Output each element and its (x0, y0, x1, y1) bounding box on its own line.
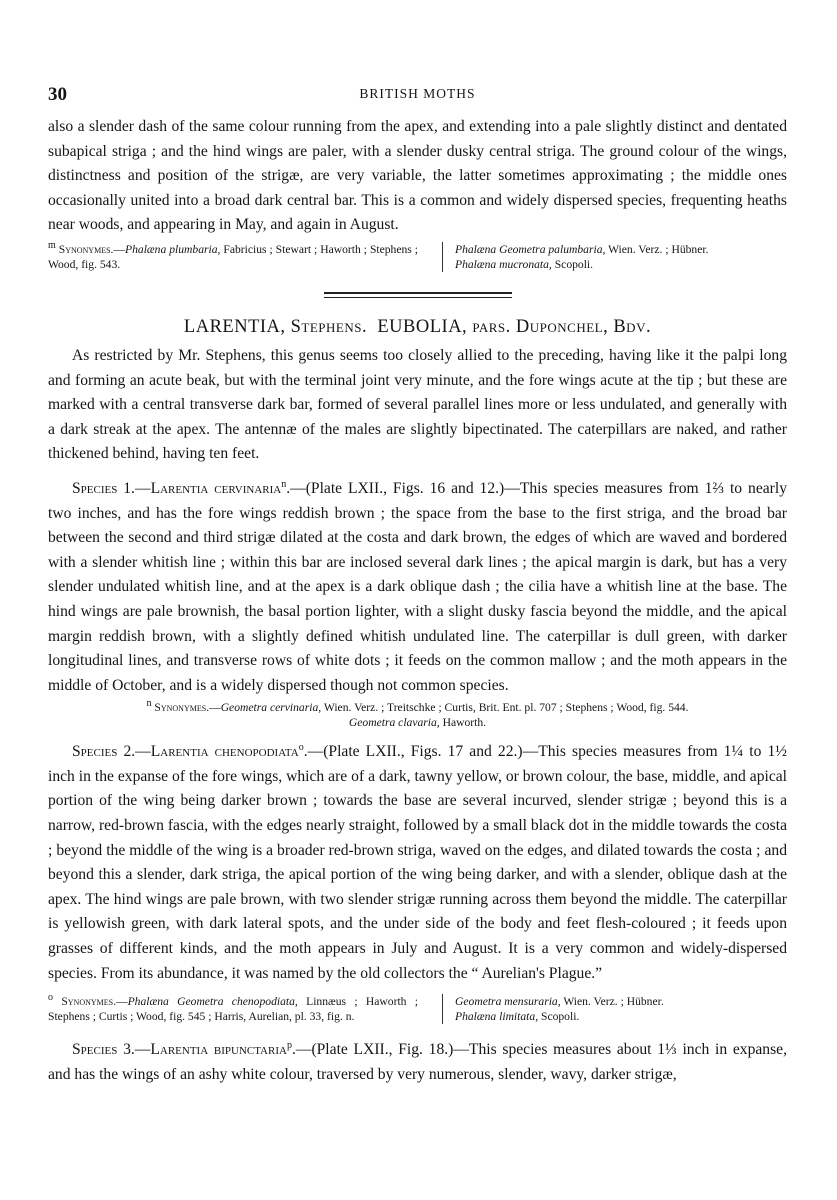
body-text (48, 115, 787, 1087)
species-label: Species 3.— (72, 1041, 151, 1059)
species-2-paragraph (48, 740, 787, 986)
alt-genus-author: Duponchel, Bdv. (515, 316, 652, 337)
footnote-name: Geometra clavaria, (348, 716, 440, 730)
footnote-text: Linnæus ; Haworth ; Stephens ; Curtis ; Wood, fig. 545 ; Harris, Aurelian, pl. 33, fig. n. (48, 995, 418, 1024)
species-label: Species 1.— (72, 479, 151, 497)
footnote-text: Wien. Verz. ; Hübner. (560, 995, 664, 1009)
intro-paragraph: also a slender dash of the same colour running from the apex, and extending into a pale slightly distinct and dentated subapical striga ; and the hind wings are paler, with a slender dusky central striga. The ground colour of the wings, distinctness and position of the strigæ, are very variable, the latter sometimes approximating ; the middle ones occasionally united into a broad dark central bar. This is a common and widely dispersed species, frequenting heaths near woods, and appearing in May, and again in August. (48, 118, 787, 234)
section-rule (324, 292, 512, 298)
footnote-name: Geometra cervinaria, (220, 701, 322, 715)
footnote-m-left: m Synonymes.—Phalæna plumbaria, Fabricius ; Stewart ; Haworth ; Stephens ; Wood, fig. 543. (48, 240, 418, 271)
footnote-marker: n (146, 698, 152, 710)
footnote-marker: o (48, 992, 53, 1004)
footnote-name: Phalæna mucronata, (455, 257, 552, 271)
species-label: Species 2.— (72, 743, 151, 761)
genus-name: LARENTIA, (183, 316, 286, 337)
footnote-text: Wien. Verz. ; Treitschke ; Curtis, Brit. Ent. pl. 707 ; Stephens ; Wood, fig. 544. (321, 701, 689, 715)
footnote-o-left: o Synonymes.—Phalæna Geometra chenopodiata, Linnæus ; Haworth ; Stephens ; Curtis ; Wood, fig. 545 ; Harris, Aurelian, pl. 33, fig. n. (48, 992, 418, 1024)
footnote-text: Scopoli. (538, 1010, 580, 1024)
footnote-o-right (455, 994, 787, 1024)
footnote-divider (442, 994, 443, 1024)
footnote-name: Geometra mensuraria, (455, 995, 561, 1009)
species-3-paragraph (48, 1038, 787, 1087)
footnote-marker: o (298, 742, 304, 754)
footnote-n: n Synonymes.—Geometra cervinaria, Wien. Verz. ; Treitschke ; Curtis, Brit. Ent. pl. 707 ; Stephens ; Wood, fig. 544. Geometra clavaria, Haworth. (146, 698, 689, 730)
page-header (48, 84, 787, 108)
footnote-label: Synonymes. (154, 701, 210, 715)
alt-genus-name: EUBOLIA, (377, 316, 468, 337)
running-title: BRITISH MOTHS (359, 86, 476, 101)
footnote-text: Wien. Verz. ; Hübner. (605, 242, 709, 256)
footnote-m-right (455, 242, 787, 272)
species-1-paragraph (48, 477, 787, 698)
footnote-label: Synonymes. (58, 242, 114, 256)
footnote-divider (442, 242, 443, 272)
footnote-name: Phalæna Geometra palumbaria, (455, 242, 606, 256)
genus-heading (48, 314, 787, 340)
species-text: .—(Plate LXII., Figs. 17 and 22.)—This species measures from 1¼ to 1½ inch in the expanse of the fore wings, which are of a dark, tawny yellow, or brown colour, the base, middle, and apical portion of the wing being darker brown ; towards the base are several incurved, slender strigæ ; beyond this is a narrow, red-brown fascia, with the edges nearly straight, followed by a small black dot in the middle towards the costa ; beyond the middle of the wing is a broader red-brown striga, waved on the edges, and dilated towards the costa ; and beyond this a slender, dark striga, the apical portion of the wing being darker, and with a slender, oblique dash at the apex. The hind wings are pale brown, with two slender strigæ running across them beyond the middle. The caterpillar is yellowish green, with dark lateral spots, and the under side of the body and feet flesh-coloured ; it feeds upon grasses of different kinds, and the moth appears in July and August. It is a very common and widely-dispersed species. From its abundance, it was named by the old collectors the “ Aurelian's Plague.” (48, 743, 787, 982)
footnote-name: Phalæna limitata, (455, 1010, 539, 1024)
species-name: Larentia cervinaria (150, 479, 282, 497)
page-number: 30 (48, 84, 67, 105)
footnote-marker: p (286, 1040, 292, 1052)
species-text: .—(Plate LXII., Fig. 18.)—This species measures about 1⅓ inch in expanse, and has the wings of an ashy white colour, traversed by very numerous, slender, wavy, darker strigæ, (48, 1041, 787, 1083)
species-name: Larentia bipunctaria (150, 1041, 287, 1059)
genus-description: As restricted by Mr. Stephens, this genus seems too closely allied to the preceding, having like it the palpi long and forming an acute beak, but with the terminal joint very minute, and the fore wings acute at the tip ; but these are marked with a central transverse dark bar, formed of several parallel lines more or less undulated, and generally with a dark streak at the apex. The antennæ of the males are slightly bipectinated. The caterpillars are naked, and rather thickened behind, having ten feet. (48, 346, 787, 463)
alt-genus-pars: pars. (472, 316, 511, 337)
footnote-text: Scopoli. (551, 257, 594, 271)
footnote-marker: m (48, 240, 56, 252)
species-name: Larentia chenopodiata (150, 743, 299, 761)
footnote-o (48, 994, 787, 1024)
footnote-m (48, 242, 787, 272)
footnote-text: Haworth. (439, 716, 487, 730)
genus-author: Stephens. (290, 316, 368, 337)
footnote-label: Synonymes. (61, 995, 116, 1009)
footnote-name: Phalæna Geometra chenopodiata, (127, 995, 298, 1009)
species-text: .—(Plate LXII., Figs. 16 and 12.)—This species measures from 1⅔ to nearly two inches, and has the fore wings reddish brown ; the space from the base to the first striga, and the broad bar between the second and third strigæ dilated at the costa and dark brown, the edges of which are waved and bordered with a slender whitish line ; within this bar are inclosed several dark lines ; the apical margin is dark, but has a very slender undulated whitish line, and at the apex is a dark oblique dash ; the cilia have a whitish line at the base. The hind wings are pale brownish, the basal portion lighter, with a slight dusky fascia beyond the middle, and the apical margin reddish brown, with a slightly defined whitish undulated line. The caterpillar is dull green, with darker longitudinal lines, and transverse rows of white dots ; it feeds on the common mallow ; and the moth appears in the middle of October, and is a widely dispersed though not common species. (48, 479, 787, 694)
footnote-text: Fabricius ; Stewart ; Haworth ; Stephens ; Wood, fig. 543. (48, 242, 418, 271)
footnote-name: Phalæna plumbaria, (125, 242, 221, 256)
footnote-marker: n (281, 478, 287, 490)
